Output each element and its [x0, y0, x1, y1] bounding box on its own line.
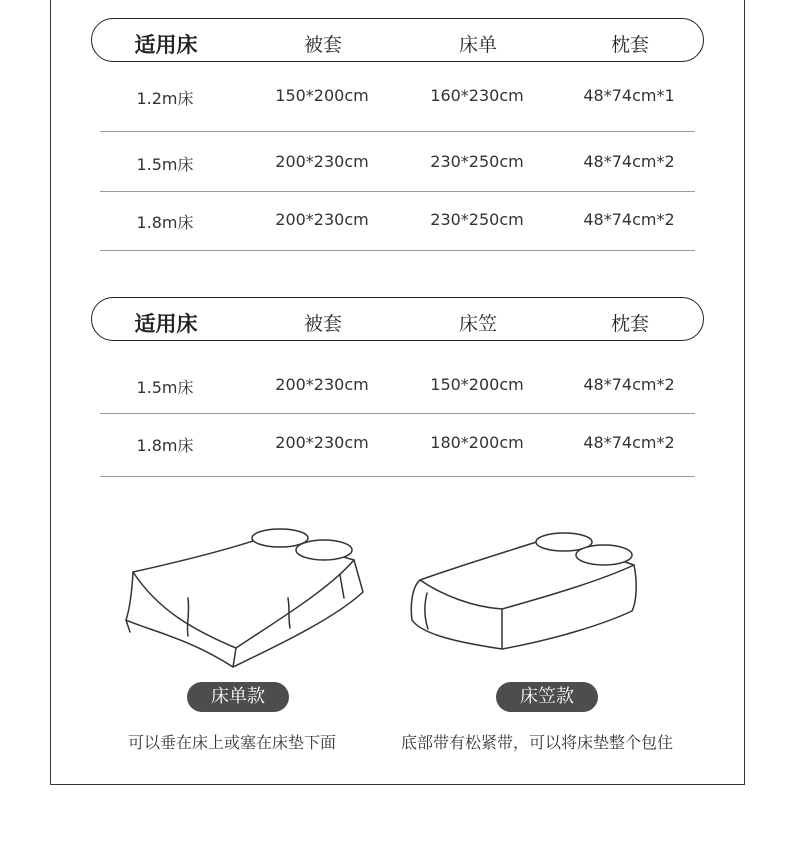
cell-sheet: 230*250cm — [430, 152, 524, 171]
table-row — [91, 78, 704, 118]
header-bed: 适用床 — [134, 312, 198, 336]
cell-fitted-sheet: 180*200cm — [430, 433, 524, 452]
row-divider — [100, 413, 695, 414]
cell-pillowcase: 48*74cm*2 — [583, 152, 675, 171]
row-divider — [100, 191, 695, 192]
row-divider — [100, 131, 695, 132]
sheet-style-label: 床单款 — [187, 682, 289, 712]
row-divider — [100, 476, 695, 477]
header-duvet: 被套 — [303, 313, 343, 335]
cell-bed: 1.8m床 — [136, 213, 194, 232]
table-row — [91, 425, 704, 465]
cell-duvet: 200*230cm — [275, 210, 369, 229]
cell-pillowcase: 48*74cm*1 — [583, 86, 675, 105]
fitted-sheet-bed-illustration — [402, 525, 647, 655]
cell-pillowcase: 48*74cm*2 — [583, 433, 675, 452]
cell-fitted-sheet: 150*200cm — [430, 375, 524, 394]
size-table-sheet — [91, 18, 704, 253]
fitted-style-label: 床笠款 — [496, 682, 598, 712]
cell-duvet: 200*230cm — [275, 152, 369, 171]
size-table-fitted — [91, 297, 704, 479]
header-bed: 适用床 — [134, 33, 198, 57]
header-fitted-sheet: 床笠 — [458, 313, 498, 335]
flat-sheet-bed-illustration — [118, 520, 373, 675]
table-row — [91, 202, 704, 242]
table-header — [91, 18, 704, 62]
cell-sheet: 160*230cm — [430, 86, 524, 105]
table-header — [91, 297, 704, 341]
cell-duvet: 200*230cm — [275, 375, 369, 394]
fitted-style-caption: 底部带有松紧带，可以将床垫整个包住 — [401, 733, 674, 752]
cell-bed: 1.8m床 — [136, 436, 194, 455]
cell-bed: 1.5m床 — [136, 155, 194, 174]
header-sheet: 床单 — [458, 34, 498, 56]
row-divider — [100, 250, 695, 251]
cell-pillowcase: 48*74cm*2 — [583, 375, 675, 394]
header-pillowcase: 枕套 — [610, 34, 650, 56]
header-pillowcase: 枕套 — [610, 313, 650, 335]
cell-bed: 1.2m床 — [136, 89, 194, 108]
table-row — [91, 367, 704, 407]
cell-duvet: 200*230cm — [275, 433, 369, 452]
header-duvet: 被套 — [303, 34, 343, 56]
table-row — [91, 144, 704, 184]
cell-pillowcase: 48*74cm*2 — [583, 210, 675, 229]
sheet-style-caption: 可以垂在床上或塞在床垫下面 — [128, 733, 337, 752]
cell-sheet: 230*250cm — [430, 210, 524, 229]
cell-duvet: 150*200cm — [275, 86, 369, 105]
cell-bed: 1.5m床 — [136, 378, 194, 397]
